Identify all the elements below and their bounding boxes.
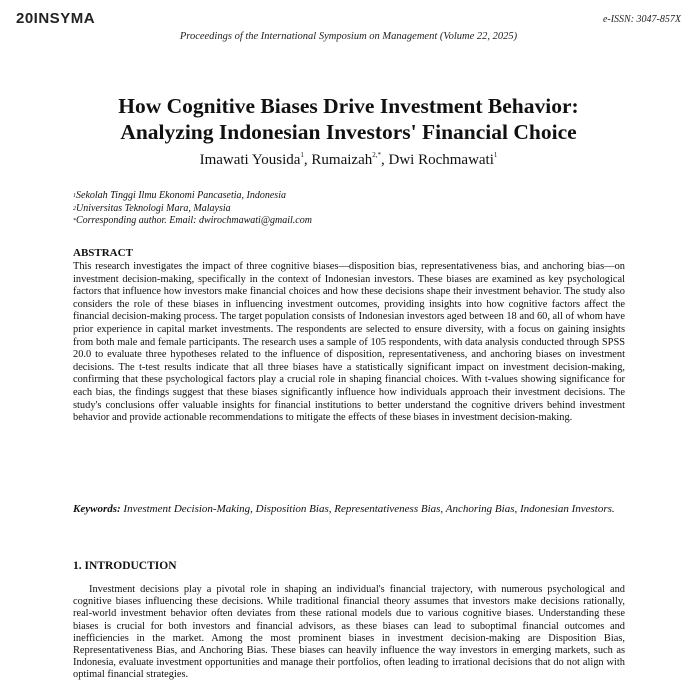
author-affil-mark: 2,* xyxy=(372,151,381,159)
author-list: Imawati Yousida$^1$, Rumaizah$^{2,*}$, Dwi Rochmawati$^1$ xyxy=(199,151,498,168)
affil-mark: 1 xyxy=(73,193,76,199)
title-line-1: How Cognitive Biases Drive Investment Behavior: xyxy=(118,94,579,118)
affiliation-line xyxy=(73,190,312,203)
affiliation-line xyxy=(73,215,312,228)
section-heading: 1. INTRODUCTION xyxy=(73,560,177,572)
author-name: Rumaizah xyxy=(311,152,373,168)
affil-text: Universitas Teknologi Mara, Malaysia xyxy=(76,202,231,214)
affil-text: Corresponding author. Email: dwirochmawati@gmail.com xyxy=(76,215,312,226)
keywords xyxy=(73,502,625,516)
author-affil-mark: 1 xyxy=(493,151,498,159)
affiliation-line xyxy=(73,203,312,216)
affil-text: Sekolah Tinggi Ilmu Ekonomi Pancasetia, Indonesia xyxy=(76,190,286,201)
abstract-text: This research investigates the impact of three cognitive biases—disposition bias, representativeness bias, and anchoring bias—on investment decision-making, specifically in the context of Indonesian investors. These biases are examined as key psychological factors that influence how investors make financial choices and how these decisions shape their investment behavior. The study also considers the role of these biases in influencing investment outcomes, providing insights into how cognitive factors affect the financial decision-making process. The target population consists of Indonesian investors aged between 18 and 60, all of whom have prior experience in capital market investments. The respondents are selected to ensure diversity, with a focus on gaining insights from both male and female participants. The research uses a sample of 105 respondents, with data analysis conducted through SPSS 20.0 to evaluate three hypotheses related to the influence of disposition, representativeness, and anchoring biases on investment decisions. The t-test results indicate that all three biases have a statistically significant impact on investment decision-making, confirming that these psychological factors play a crucial role in shaping financial choices. With t-values showing significance for each bias, the findings suggest that these biases significantly influence how individuals approach their investment decisions. The study's conclusions offer valuable insights for financial institutions to better understand the cognitive drivers behind investment behavior and provide actionable recommendations to mitigate the effects of these biases in investment decision-making. xyxy=(73,261,625,424)
abstract-heading: ABSTRACT xyxy=(73,247,133,259)
keywords-label: Keywords: xyxy=(73,503,121,515)
issn-text: e-ISSN: 3047-857X xyxy=(602,14,681,25)
insyma-logo: 20INSYMA xyxy=(16,10,96,27)
paper-title xyxy=(20,93,677,145)
intro-text: Investment decisions play a pivotal role in shaping an individual's financial trajectory, with numerous psychological and cognitive biases influencing these decisions. While traditional financial theory assumes that investors make decisions rationally, real-world investment behavior often deviates from these rational models due to various cognitive biases. Understanding these biases is crucial for both investors and financial advisors, as these biases can lead to suboptimal financial outcomes and inefficiencies in the market. Among the most prominent biases in investment decision-making are Disposition Bias, Representativeness Bias, and Anchoring Bias. These biases can heavily influence the way investors in emerging markets, such as Indonesia, evaluate investment opportunities and manage their portfolios, often leading to irrational decisions that do not align with optimal financial strategies. xyxy=(73,584,625,681)
page-header xyxy=(16,8,681,30)
title-line-2: Analyzing Indonesian Investors' Financial Choice xyxy=(120,120,577,144)
keywords-text: Investment Decision-Making, Disposition Bias, Representativeness Bias, Anchoring Bias, Indonesian Investors. xyxy=(123,503,615,515)
author-affil-mark: 1 xyxy=(300,151,304,159)
author-name: Imawati Yousida xyxy=(199,152,301,168)
proceedings-line: Proceedings of the International Symposium on Management (Volume 22, 2025) xyxy=(179,31,518,42)
affil-mark: * xyxy=(73,218,76,224)
affil-mark: 2 xyxy=(73,205,76,212)
author-name: Dwi Rochmawati xyxy=(388,152,494,168)
affiliations xyxy=(73,190,312,228)
